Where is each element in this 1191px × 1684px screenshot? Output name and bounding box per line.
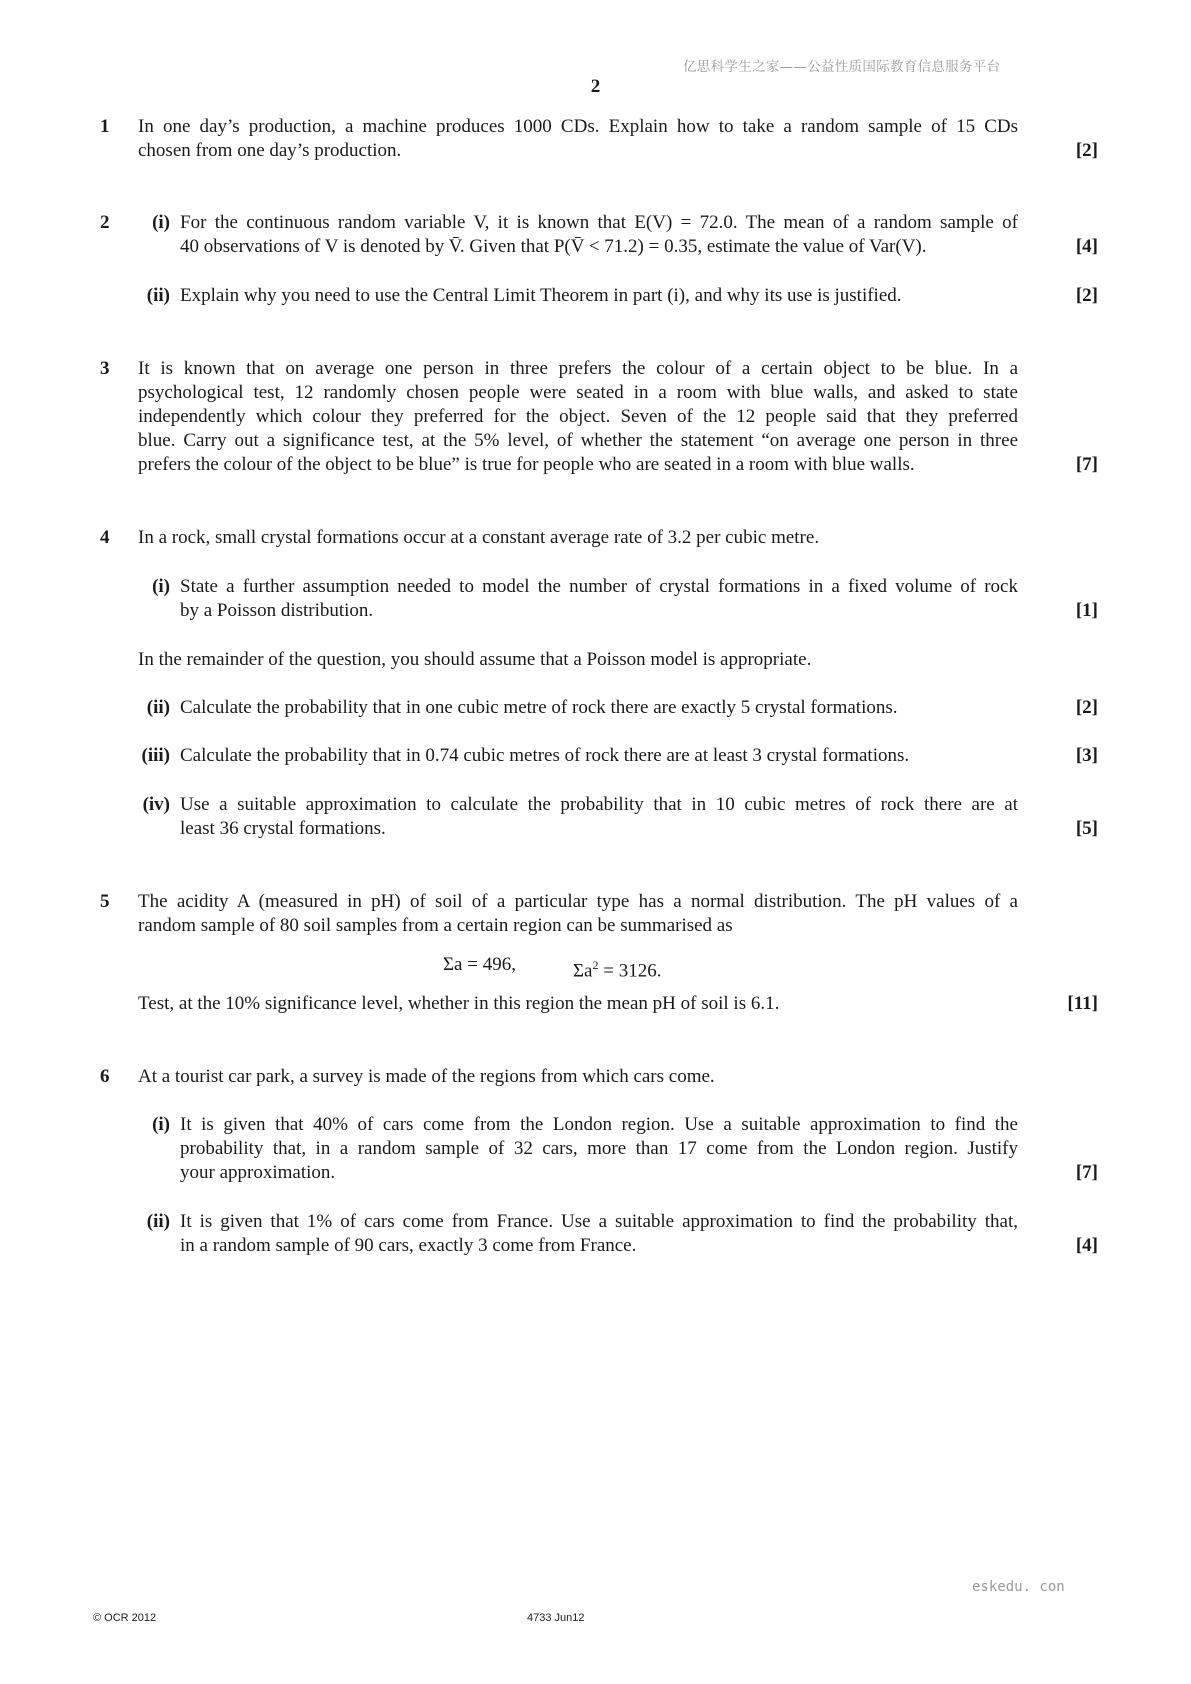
question-text: In one day’s production, a machine produces 1000 CDs. Explain how to take a random sample of 15 CDs bbox=[138, 116, 1018, 137]
marks: [11] bbox=[1067, 993, 1098, 1014]
question-text: State a further assumption needed to model the number of crystal formations in a fixed volume of rock bbox=[180, 576, 1018, 597]
question-text: The acidity A (measured in pH) of soil of a particular type has a normal distribution. The pH values of a bbox=[138, 891, 1018, 912]
question-text: least 36 crystal formations. bbox=[180, 818, 386, 839]
marks: [1] bbox=[1075, 600, 1098, 621]
part-label: (i) bbox=[152, 212, 170, 233]
part-label: (ii) bbox=[146, 1211, 170, 1232]
footer-copyright: © OCR 2012 bbox=[93, 1612, 157, 1624]
question-text: Explain why you need to use the Central Limit Theorem in part (i), and why its use is justified. bbox=[180, 285, 902, 306]
question-text: prefers the colour of the object to be blue” is true for people who are seated in a room with blue walls. bbox=[138, 454, 915, 475]
question-text: It is given that 1% of cars come from France. Use a suitable approximation to find the probability that, bbox=[180, 1211, 1018, 1232]
marks: [4] bbox=[1075, 1235, 1098, 1256]
summary-statistic: $\Sigma a^2 = 3126$. bbox=[573, 958, 662, 982]
marks: [5] bbox=[1075, 818, 1098, 839]
footer-watermark: eskedu. con bbox=[972, 1579, 1065, 1595]
question-text: probability that, in a random sample of 32 cars, more than 17 come from the London region. Justify bbox=[180, 1138, 1018, 1159]
part-label: (iv) bbox=[142, 794, 170, 815]
question-text: In a rock, small crystal formations occur at a constant average rate of 3.2 per cubic metre. bbox=[138, 527, 820, 548]
marks: [4] bbox=[1075, 236, 1098, 257]
question-text: chosen from one day’s production. bbox=[138, 140, 402, 161]
marks: [7] bbox=[1075, 1162, 1098, 1183]
question-text: by a Poisson distribution. bbox=[180, 600, 374, 621]
question-text: blue. Carry out a significance test, at the 5% level, of whether the statement “on average one person in three bbox=[138, 430, 1018, 451]
question-text: 40 observations of V is denoted by V̄. Given that P(V̄ < 71.2) = 0.35, estimate the value of Var(V). bbox=[180, 236, 927, 257]
marks: [2] bbox=[1075, 697, 1098, 718]
question-text: Use a suitable approximation to calculate the probability that in 10 cubic metres of rock there are at bbox=[180, 794, 1018, 815]
question-text: psychological test, 12 randomly chosen people were seated in a room with blue walls, and asked to state bbox=[138, 382, 1018, 403]
question-text: random sample of 80 soil samples from a certain region can be summarised as bbox=[138, 915, 733, 936]
question-text: Calculate the probability that in one cubic metre of rock there are exactly 5 crystal formations. bbox=[180, 697, 898, 718]
question-text: It is given that 40% of cars come from the London region. Use a suitable approximation to find the bbox=[180, 1114, 1018, 1135]
header-watermark: 亿思科学生之家——公益性质国际教育信息服务平台 bbox=[683, 59, 1001, 75]
question-text: Calculate the probability that in 0.74 cubic metres of rock there are at least 3 crystal formations. bbox=[180, 745, 910, 766]
question-text: For the continuous random variable V, it is known that E(V) = 72.0. The mean of a random sample of bbox=[180, 212, 1018, 233]
question-text: It is known that on average one person in three prefers the colour of a certain object to be blue. In a bbox=[138, 358, 1018, 379]
marks: [3] bbox=[1075, 745, 1098, 766]
question-number: 6 bbox=[100, 1066, 110, 1087]
question-text: in a random sample of 90 cars, exactly 3 come from France. bbox=[180, 1235, 637, 1256]
marks: [2] bbox=[1075, 140, 1098, 161]
question-text: your approximation. bbox=[180, 1162, 336, 1183]
question-text: At a tourist car park, a survey is made of the regions from which cars come. bbox=[138, 1066, 715, 1087]
question-number: 4 bbox=[100, 527, 110, 548]
question-number: 3 bbox=[100, 358, 110, 379]
question-number: 2 bbox=[100, 212, 110, 233]
summary-statistic: Σa = 496, bbox=[443, 954, 516, 975]
question-number: 5 bbox=[100, 891, 110, 912]
question-text: independently which colour they preferred for the object. Seven of the 12 people said that they preferred bbox=[138, 406, 1018, 427]
part-label: (ii) bbox=[146, 285, 170, 306]
part-label: (ii) bbox=[146, 697, 170, 718]
part-label: (i) bbox=[152, 576, 170, 597]
marks: [2] bbox=[1075, 285, 1098, 306]
footer-paper-code: 4733 Jun12 bbox=[527, 1612, 585, 1624]
question-number: 1 bbox=[100, 116, 110, 137]
part-label: (i) bbox=[152, 1114, 170, 1135]
question-text: In the remainder of the question, you should assume that a Poisson model is appropriate. bbox=[138, 649, 812, 670]
question-text: Test, at the 10% significance level, whether in this region the mean pH of soil is 6.1. bbox=[138, 993, 780, 1014]
page-number: 2 bbox=[590, 76, 601, 97]
part-label: (iii) bbox=[141, 745, 170, 766]
marks: [7] bbox=[1075, 454, 1098, 475]
